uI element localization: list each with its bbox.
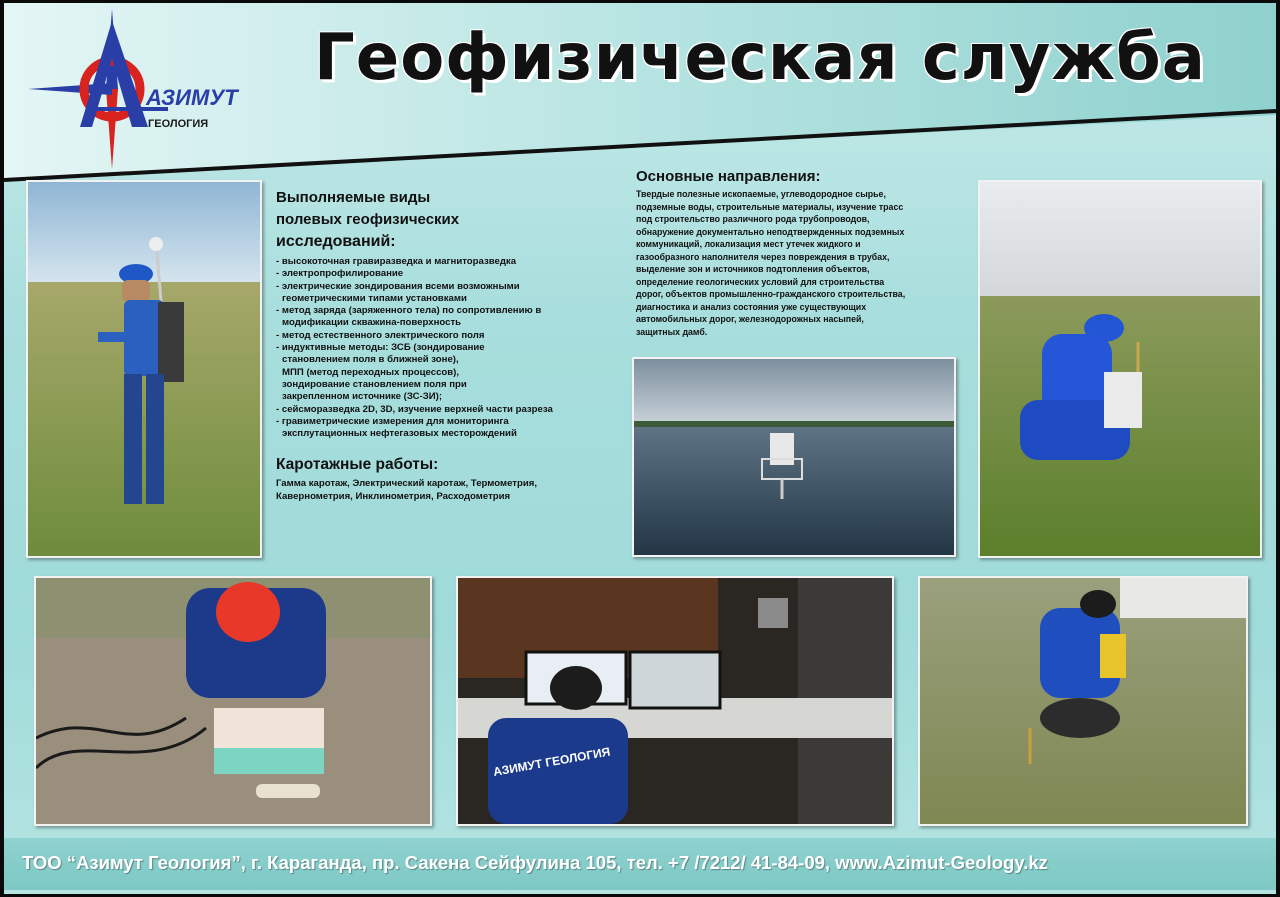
logo-name: АЗИМУТ	[146, 85, 238, 110]
list-item: закрепленном источнике (ЗС-ЗИ);	[282, 391, 443, 403]
footer	[4, 838, 1276, 890]
page-title: Геофизическая служба	[314, 21, 1206, 95]
company-logo	[28, 9, 238, 169]
photo-crouching-operator	[918, 576, 1248, 826]
poster	[4, 3, 1276, 894]
list-item: диагностика и анализ состояния уже существующих	[636, 301, 867, 312]
logging-list	[276, 478, 626, 503]
jacket-print: АЗИМУТ ГЕОЛОГИЯ	[492, 744, 612, 779]
list-item: становлением поля в ближней зоне),	[282, 354, 459, 366]
fieldwork-list	[276, 256, 626, 440]
list-item: - электропрофилирование	[276, 268, 404, 280]
directions-list	[636, 188, 976, 338]
list-item: геометрическими типами установками	[282, 292, 467, 304]
list-item: - индуктивные методы: ЗСБ (зондирование	[276, 342, 485, 354]
list-item: Кавернометрия, Инклинометрия, Расходометрия	[276, 490, 511, 502]
footer-contact: ТОО “Азимут Геология”, г. Караганда, пр. Сакена Сейфулина 105, тел. +7 /7212/ 41-84-09, www.Azimut-Geology.kz	[22, 852, 1048, 873]
list-item: - электрические зондирования всеми возможными	[276, 280, 520, 292]
photo-lake-instrument	[632, 357, 956, 557]
directions-section	[636, 166, 976, 338]
list-item: МПП (метод переходных процессов),	[282, 366, 460, 378]
photo-data-processing	[456, 576, 894, 826]
list-item: Гамма каротаж, Электрический каротаж, Термометрия,	[276, 478, 537, 490]
fieldwork-heading	[276, 187, 626, 253]
list-item: - сейсморазведка 2D, 3D, изучение верхней части разреза	[276, 403, 553, 415]
list-item: газообразного наполнителя через повреждения в трубах,	[636, 251, 890, 262]
photo-helmet-operator	[34, 576, 432, 826]
logo-subtitle: ГЕОЛОГИЯ	[148, 118, 209, 130]
list-item: дорог, объектов промышленно-гражданского строительства,	[636, 289, 906, 299]
list-item: обнаружение документально неподтвержденных подземных	[636, 226, 905, 237]
fieldwork-section	[276, 187, 626, 503]
list-item: коммуникаций, локализация мест утечек жидкого и	[636, 239, 861, 249]
list-item: - гравиметрические измерения для мониторинга	[276, 415, 509, 427]
list-item: Твердые полезные ископаемые, углеводородное сырье,	[636, 189, 886, 199]
photo-magnetometer-survey	[26, 180, 262, 558]
list-item: автомобильных дорог, железнодорожных насыпей,	[636, 314, 864, 324]
list-item: выделение зон и источников подтопления объектов,	[636, 264, 870, 274]
directions-heading: Основные направления:	[636, 168, 821, 185]
logging-heading: Каротажные работы:	[276, 456, 439, 474]
fieldwork-heading-line-1: Выполняемые виды	[276, 189, 431, 206]
list-item: модификации скважина-поверхность	[282, 317, 462, 329]
list-item: - метод естественного электрического поля	[276, 329, 485, 341]
list-item: защитных дамб.	[636, 326, 708, 337]
fieldwork-heading-line-3: исследований:	[276, 233, 396, 250]
list-item: под строительство различного рода трубопроводов,	[636, 214, 870, 224]
list-item: - метод заряда (заряженного тела) по сопротивлению в	[276, 305, 542, 317]
list-item: - высокоточная гравиразведка и магниторазведка	[276, 256, 517, 267]
header	[4, 3, 1276, 183]
fieldwork-heading-line-2: полевых геофизических	[276, 211, 460, 228]
list-item: подземные воды, строительные материалы, изучение трасс	[636, 201, 904, 212]
photo-field-instrument	[978, 180, 1262, 558]
list-item: зондирование становлением поля при	[282, 378, 467, 390]
list-item: эксплутационных нефтегазовых месторождений	[282, 428, 517, 440]
list-item: определение геологических условий для строительства	[636, 276, 885, 287]
